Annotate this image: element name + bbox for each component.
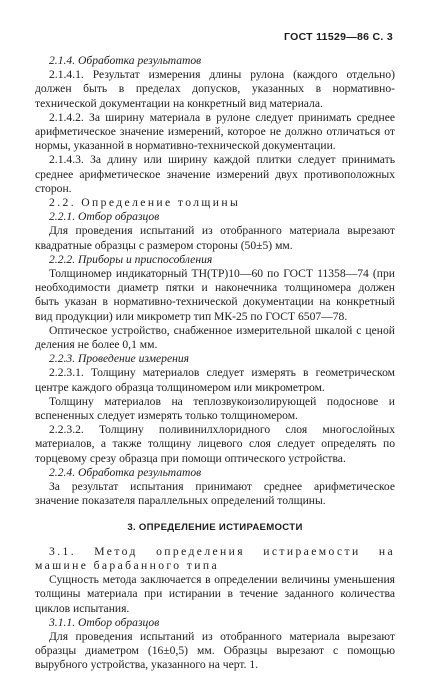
paragraph-2-2-3-1: 2.2.3.1. Толщину материалов следует измерять в геометрическом центре каждого образца толщиномером или микрометром.: [35, 366, 395, 394]
heading-3-1-1: 3.1.1. Отбор образцов: [49, 615, 160, 629]
paragraph-3-1-1: Для проведения испытаний из отобранного материала вырезают образцы диаметром (16±0,5) мм. Образцы вырезают с помощью вырубного устройства, указанного на черт. 1.: [35, 629, 395, 672]
paragraph-2-2-1: Для проведения испытаний из отобранного материала вырезают квадратные образцы с размером стороны (50±5) мм.: [35, 224, 395, 252]
heading-2-2-4: 2.2.4. Обработка результатов: [49, 465, 202, 479]
paragraph-foam-materials: Толщину материалов на теплозвукоизолирующей подоснове и вспененных следует измерять только толщиномером.: [35, 394, 395, 423]
paragraph-optical-device: Оптическое устройство, снабженное измерительной шкалой с ценой деления не более 0,1 мм.: [35, 323, 395, 352]
heading-2-2-1: 2.2.1. Отбор образцов: [49, 210, 160, 224]
paragraph-2-2-3-2: 2.2.3.2. Толщину поливинилхлоридного слоя многослойных материалов, а также толщину лицевого слоя следует определять по торцевому срезу образца при помощи оптического устройства.: [35, 423, 395, 465]
heading-2-2-3: 2.2.3. Проведение измерения: [49, 352, 190, 366]
page-body: [35, 54, 395, 673]
paragraph-2-1-4-2: 2.1.4.2. За ширину материала в рулоне следует принимать среднее арифметическое значение измерений, которое не должно отличаться от нормы, указанной в нормативно-технической документации.: [35, 110, 395, 153]
section-3-title: 3. ОПРЕДЕЛЕНИЕ ИСТИРАЕМОСТИ: [127, 521, 303, 533]
paragraph-3-1: Сущность метода заключается в определении величины уменьшения толщины материала при истирании в течение заданного количества циклов испытания.: [35, 573, 395, 615]
heading-2-2: 2.2. Определение толщины: [49, 196, 241, 210]
paragraph-2-1-4-3: 2.1.4.3. За длину или ширину каждой плитки следует принимать среднее арифметическое значение измерений двух противоположных сторон.: [35, 153, 395, 195]
heading-3-1: 3.1. Метод определения истираемости на машине барабанного типа: [35, 544, 395, 572]
paragraph-2-2-2: Толщиномер индикаторный ТН(ТР)10—60 по ГОСТ 11358—74 (при необходимости диаметр пятки и наконечника толщиномера должен быть указан в нормативно-технической документации на конкретный вид продукции) или микрометр тип МК-25 по ГОСТ 6507—78.: [35, 267, 395, 323]
page-header: ГОСТ 11529—86 С. 3: [283, 31, 393, 43]
paragraph-2-1-4-1: 2.1.4.1. Результат измерения длины рулона (каждого отдельно) должен быть в пределах допусков, указанных в нормативно-технической документации на конкретный вид материала.: [35, 68, 395, 110]
heading-2-1-4: 2.1.4. Обработка результатов: [49, 54, 202, 67]
heading-2-2-2: 2.2.2. Приборы и приспособления: [49, 252, 213, 266]
paragraph-2-2-4: За результат испытания принимают среднее арифметическое значение показателя параллельных определений толщины.: [35, 480, 395, 508]
